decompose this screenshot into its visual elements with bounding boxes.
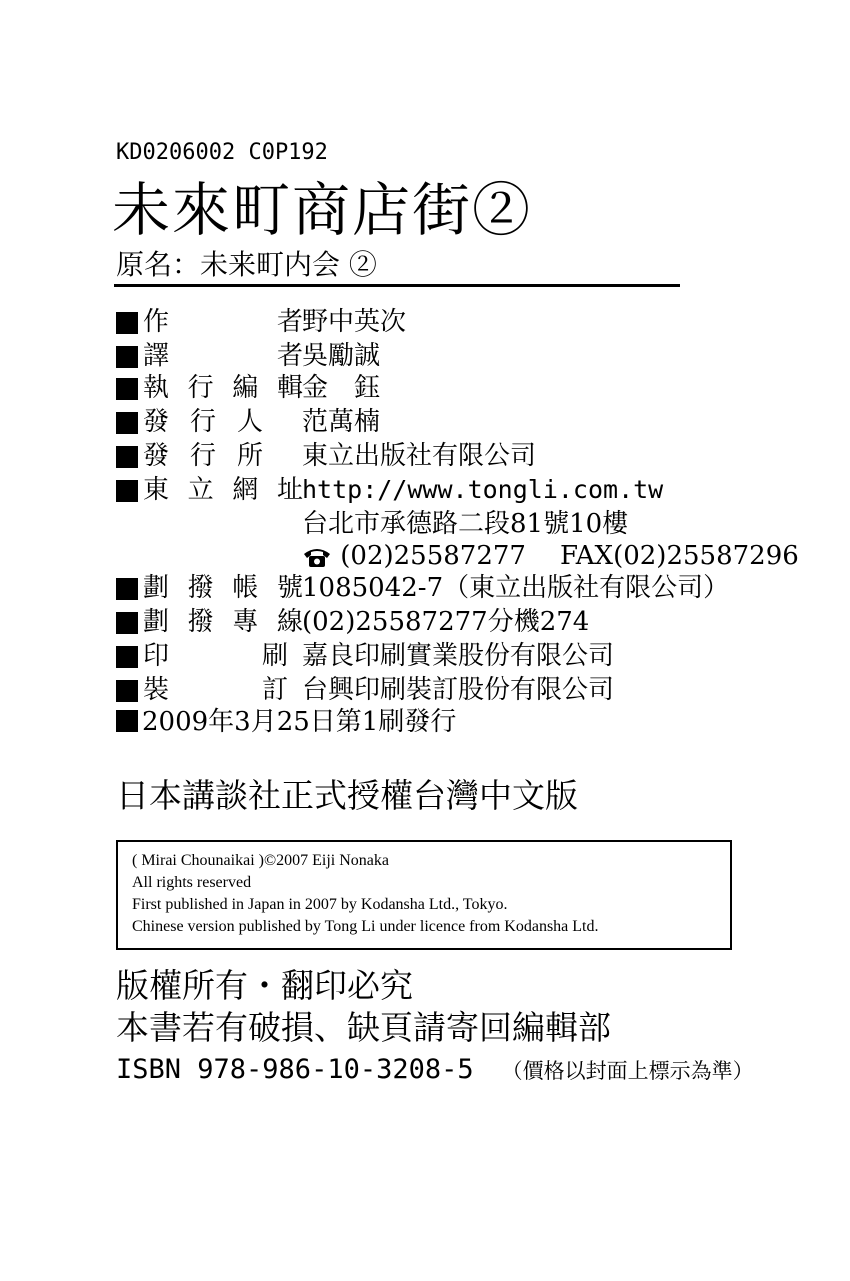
telephone-icon bbox=[302, 546, 332, 568]
bullet-square bbox=[116, 378, 138, 400]
credit-row-publisher-person bbox=[116, 406, 816, 438]
book-title: 未來町商店街② bbox=[112, 176, 533, 244]
bullet-square bbox=[116, 680, 138, 702]
credit-value: 吳勵誠 bbox=[302, 341, 381, 371]
bullet-square bbox=[116, 480, 138, 502]
bullet-square bbox=[116, 578, 138, 600]
credit-row-editor bbox=[116, 372, 816, 404]
credit-row-translator bbox=[116, 340, 816, 372]
bullet-square bbox=[116, 646, 138, 668]
bullet-square bbox=[116, 312, 138, 334]
credit-row-printer bbox=[116, 640, 816, 672]
copyright-line: ( Mirai Chounaikai )©2007 Eiji Nonaka bbox=[132, 852, 389, 869]
credit-value: (02)25587277分機274 bbox=[302, 607, 590, 637]
credit-row-binder bbox=[116, 674, 816, 706]
credit-label: 發 行 人 bbox=[143, 407, 263, 437]
credit-label: 劃 撥 專 線 bbox=[143, 607, 303, 637]
isbn-number: ISBN 978-986-10-3208-5 bbox=[116, 1054, 474, 1085]
bullet-square bbox=[116, 446, 138, 468]
website-url: http://www.tongli.com.tw bbox=[302, 475, 664, 504]
credit-label: 裝 訂 bbox=[143, 675, 288, 705]
credit-row-author bbox=[116, 306, 816, 338]
fax-number: FAX(02)25587296 bbox=[560, 541, 799, 571]
credit-label: 執 行 編 輯 bbox=[143, 373, 303, 403]
credit-value: 嘉良印刷實業股份有限公司 bbox=[302, 641, 615, 671]
catalog-code: KD0206002 C0P192 bbox=[116, 140, 328, 165]
credit-label: 印 刷 bbox=[143, 641, 288, 671]
credit-value: 范萬楠 bbox=[302, 407, 381, 437]
credit-value: 東立出版社有限公司 bbox=[302, 441, 537, 471]
phone-number: (02)25587277 bbox=[340, 541, 526, 571]
bullet-square bbox=[116, 710, 138, 732]
copyright-box bbox=[116, 840, 732, 950]
copyright-line: Chinese version published by Tong Li under licence from Kodansha Ltd. bbox=[132, 918, 599, 935]
rights-reserved: 版權所有・翻印必究 bbox=[116, 966, 413, 1005]
address: 台北市承德路二段81號10樓 bbox=[302, 509, 629, 539]
credit-label: 譯 者 bbox=[143, 341, 303, 371]
copyright-line: First published in Japan in 2007 by Kodansha Ltd., Tokyo. bbox=[132, 896, 508, 913]
damage-notice: 本書若有破損、缺頁請寄回編輯部 bbox=[116, 1008, 611, 1047]
credit-row-website bbox=[116, 474, 816, 506]
bullet-square bbox=[116, 612, 138, 634]
credit-value: 1085042-7（東立出版社有限公司） bbox=[302, 573, 730, 603]
credit-label: 發 行 所 bbox=[143, 441, 263, 471]
credit-row-hotline bbox=[116, 606, 816, 638]
price-note: （價格以封面上標示為準） bbox=[501, 1059, 754, 1083]
first-print-date: 2009年3月25日第1刷發行 bbox=[116, 706, 456, 738]
bullet-square bbox=[116, 412, 138, 434]
credit-label: 東 立 網 址 bbox=[143, 475, 303, 505]
credit-row-account bbox=[116, 572, 816, 604]
credit-row-publisher bbox=[116, 440, 816, 472]
credit-value: 台興印刷裝訂股份有限公司 bbox=[302, 675, 615, 705]
phone-line bbox=[302, 540, 526, 572]
credit-label: 作 者 bbox=[143, 307, 303, 337]
title-divider bbox=[114, 284, 680, 287]
copyright-line: All rights reserved bbox=[132, 874, 252, 891]
bullet-square bbox=[116, 346, 138, 368]
credit-label: 劃 撥 帳 號 bbox=[143, 573, 303, 603]
credit-value: 野中英次 bbox=[302, 307, 407, 337]
credit-value: 金 鈺 bbox=[302, 373, 381, 403]
license-statement: 日本講談社正式授權台灣中文版 bbox=[116, 776, 578, 815]
original-title: 原名：未来町内会 ② bbox=[116, 248, 377, 281]
isbn-line bbox=[116, 1050, 754, 1091]
